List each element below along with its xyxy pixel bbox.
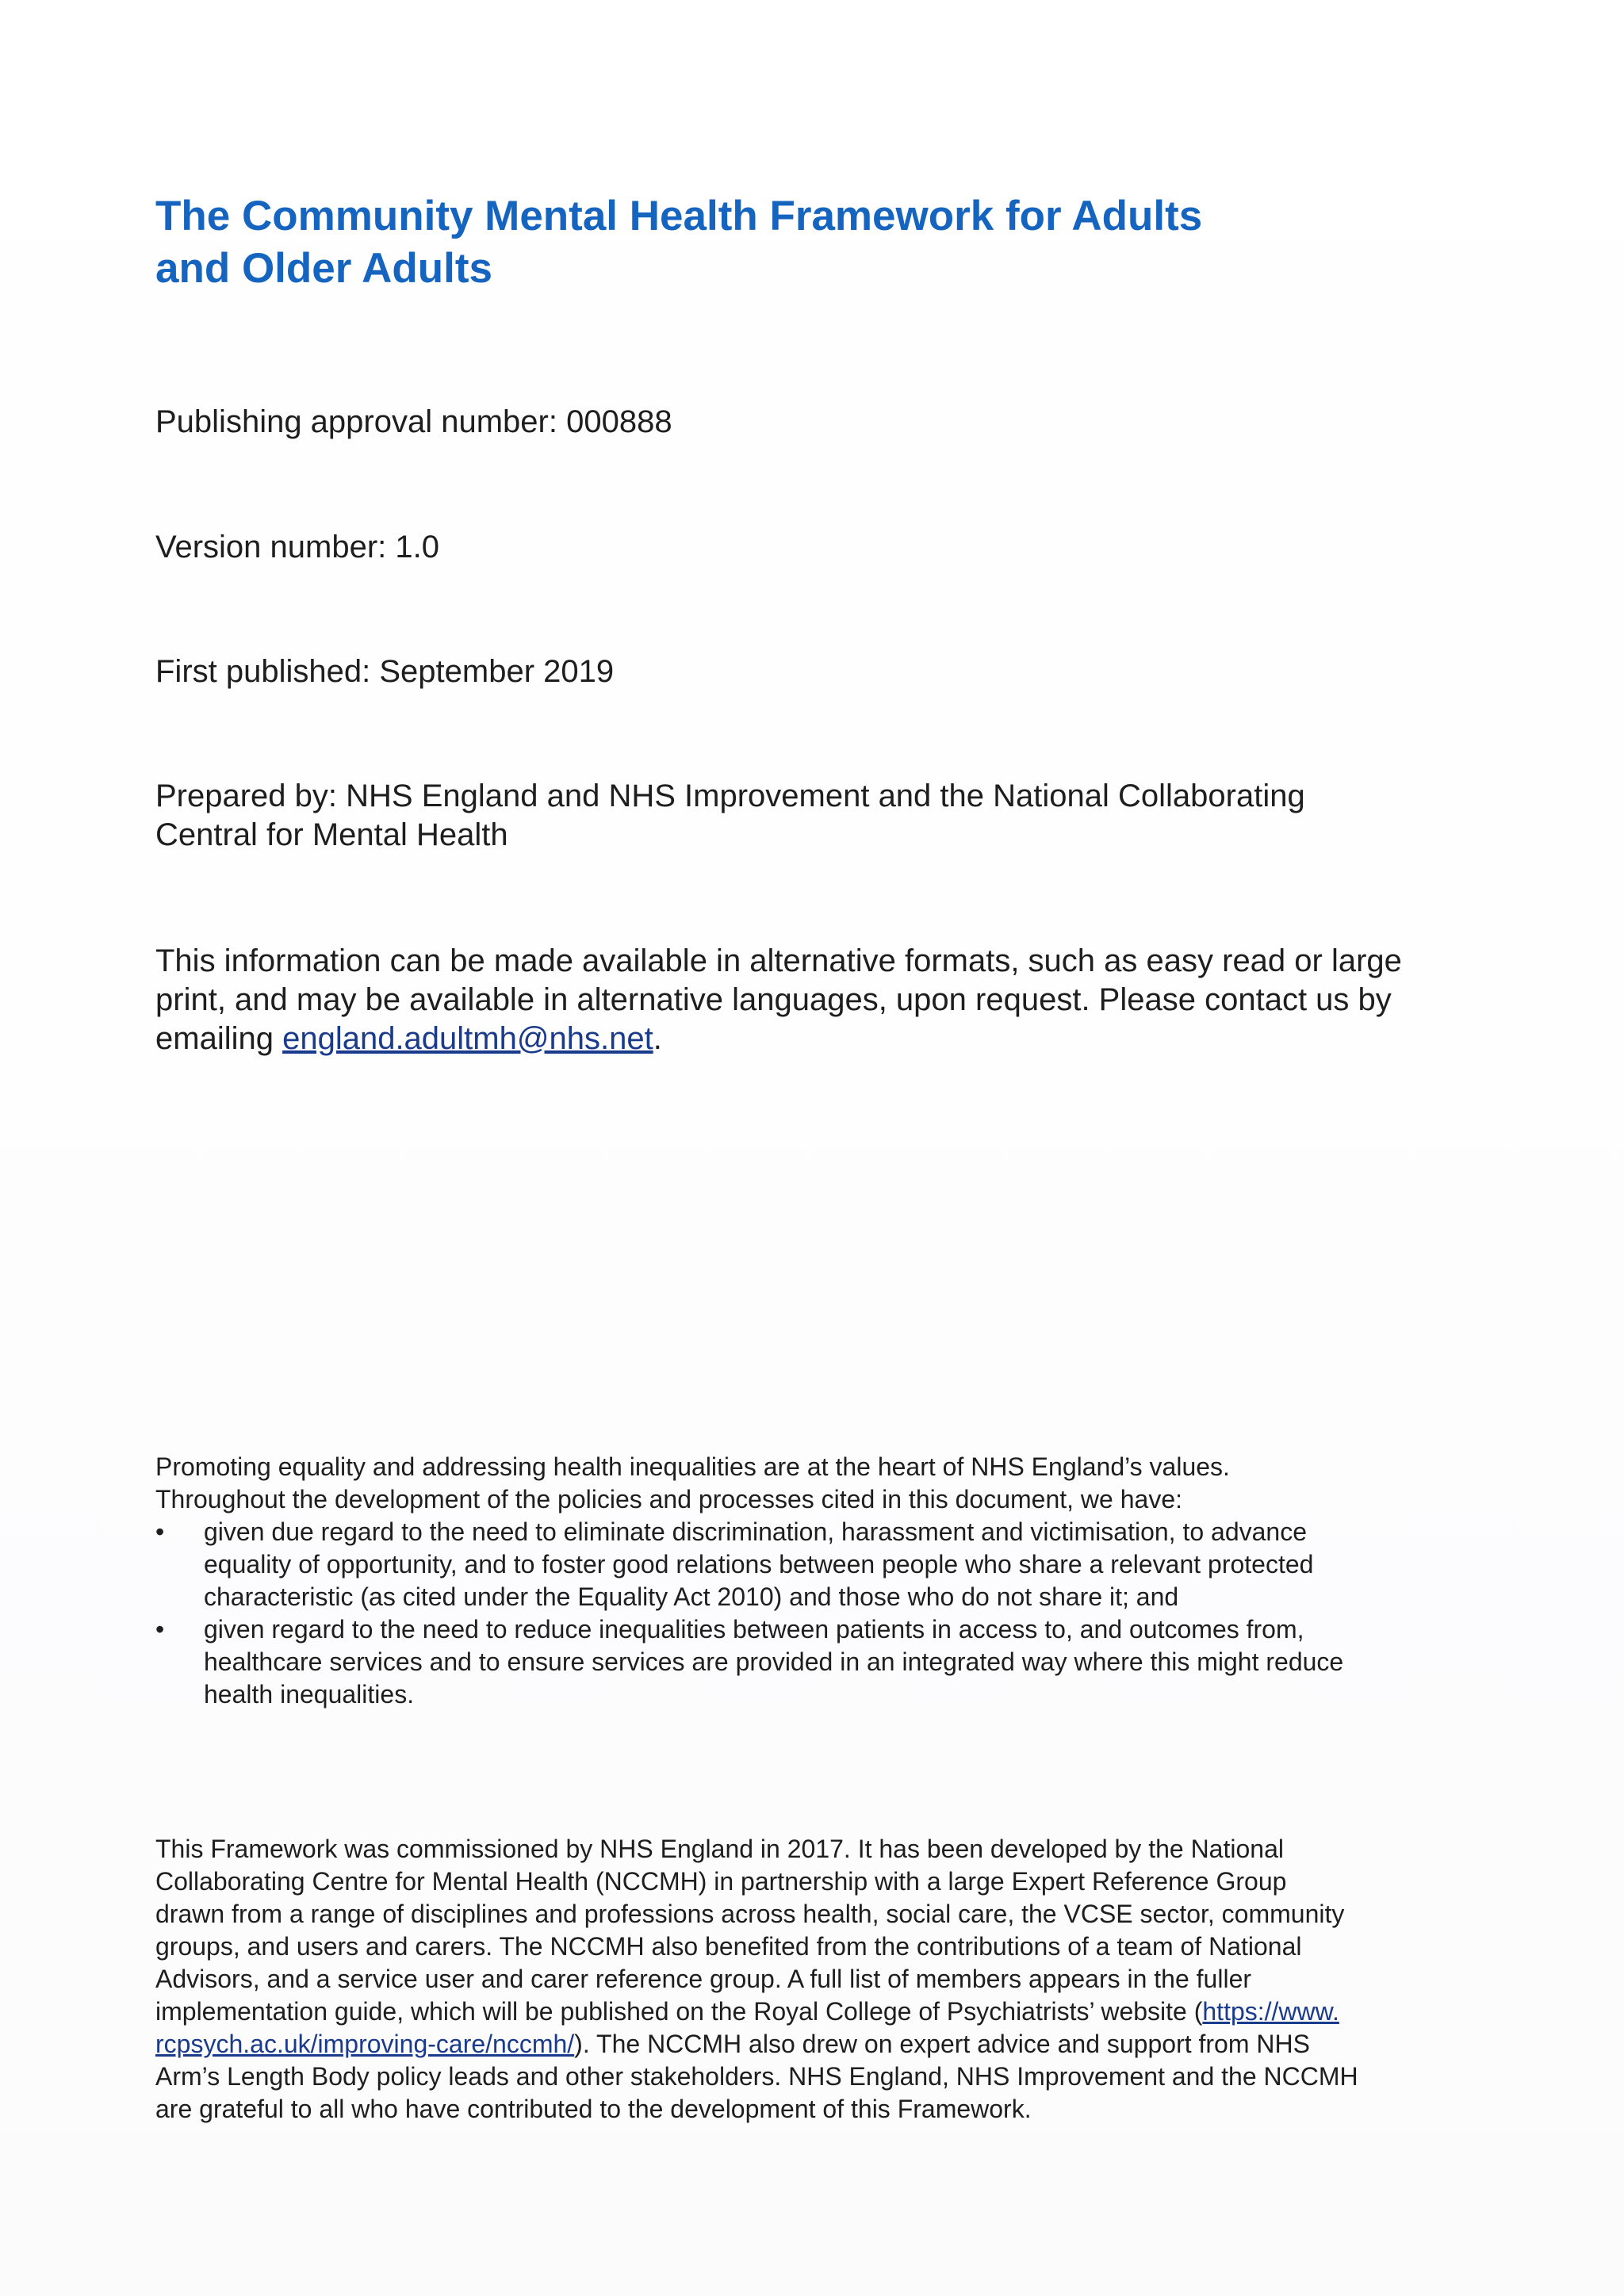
publishing-approval-number: Publishing approval number: 000888 bbox=[155, 404, 672, 439]
version-number: Version number: 1.0 bbox=[155, 530, 439, 564]
bullet-icon: • bbox=[155, 1517, 165, 1546]
alt-formats-line-3-suffix: . bbox=[653, 1021, 662, 1056]
contact-email-link[interactable]: england.adultmh@nhs.net bbox=[282, 1021, 653, 1056]
prepared-by bbox=[155, 777, 1472, 855]
bullet-1-line-3: characteristic (as cited under the Equality Act 2010) and those who do not share it; and bbox=[204, 1582, 1179, 1611]
commission-line-7 bbox=[155, 2028, 1503, 2061]
list-item bbox=[155, 1516, 1472, 1613]
page-title bbox=[155, 190, 1503, 295]
equality-bullet-list bbox=[155, 1516, 1472, 1711]
rcpsych-link-part-2[interactable]: rcpsych.ac.uk/improving-care/nccmh/ bbox=[155, 2030, 575, 2058]
equality-intro bbox=[155, 1451, 1472, 1516]
commission-line-7-suffix: ). The NCCMH also drew on expert advice and support from NHS bbox=[574, 2030, 1310, 2058]
commission-line-3: drawn from a range of disciplines and professions across health, social care, the VCSE sector, community bbox=[155, 1900, 1345, 1928]
bullet-1-line-1: given due regard to the need to eliminate discrimination, harassment and victimisation, to advance bbox=[204, 1517, 1307, 1546]
alternative-formats-notice bbox=[155, 942, 1472, 1058]
commission-line-6 bbox=[155, 1996, 1503, 2028]
commission-line-8: Arm’s Length Body policy leads and other stakeholders. NHS England, NHS Improvement and the NCCMH bbox=[155, 2062, 1358, 2091]
bullet-2-line-3: health inequalities. bbox=[204, 1680, 415, 1709]
commission-line-4: groups, and users and carers. The NCCMH also benefited from the contributions of a team of National bbox=[155, 1932, 1302, 1961]
title-line-2: and Older Adults bbox=[155, 245, 493, 292]
bullet-1-line-2: equality of opportunity, and to foster good relations between people who share a relevant protected bbox=[204, 1550, 1314, 1578]
alt-formats-line-2: print, and may be available in alternative languages, upon request. Please contact us by bbox=[155, 982, 1392, 1017]
bullet-icon: • bbox=[155, 1615, 165, 1644]
prepared-by-line-1: Prepared by: NHS England and NHS Improvement and the National Collaborating bbox=[155, 779, 1305, 813]
equality-intro-line-2: Throughout the development of the policies and processes cited in this document, we have: bbox=[155, 1485, 1182, 1513]
commission-line-1: This Framework was commissioned by NHS England in 2017. It has been developed by the National bbox=[155, 1835, 1284, 1863]
commission-line-5: Advisors, and a service user and carer reference group. A full list of members appears in the fuller bbox=[155, 1965, 1252, 1993]
alt-formats-line-3 bbox=[155, 1020, 1472, 1058]
commission-line-6-prefix: implementation guide, which will be published on the Royal College of Psychiatrists’ website ( bbox=[155, 1997, 1203, 2026]
title-line-1: The Community Mental Health Framework for Adults bbox=[155, 193, 1203, 239]
prepared-by-line-2: Central for Mental Health bbox=[155, 817, 508, 852]
alt-formats-line-1: This information can be made available in alternative formats, such as easy read or large bbox=[155, 943, 1402, 978]
equality-statement bbox=[155, 1451, 1472, 1711]
alt-formats-line-3-prefix: emailing bbox=[155, 1021, 283, 1056]
commission-line-9: are grateful to all who have contributed to the development of this Framework. bbox=[155, 2095, 1032, 2123]
rcpsych-link-part-1[interactable]: https://www. bbox=[1202, 1997, 1339, 2026]
equality-intro-line-1: Promoting equality and addressing health inequalities are at the heart of NHS England’s values. bbox=[155, 1452, 1230, 1481]
list-item bbox=[155, 1613, 1472, 1711]
commission-line-2: Collaborating Centre for Mental Health (NCCMH) in partnership with a large Expert Reference Group bbox=[155, 1867, 1287, 1896]
commission-acknowledgement bbox=[155, 1833, 1503, 2126]
bullet-2-line-1: given regard to the need to reduce inequalities between patients in access to, and outcomes from, bbox=[204, 1615, 1304, 1644]
first-published-date: First published: September 2019 bbox=[155, 654, 615, 689]
bullet-2-line-2: healthcare services and to ensure services are provided in an integrated way where this might reduce bbox=[204, 1647, 1344, 1676]
